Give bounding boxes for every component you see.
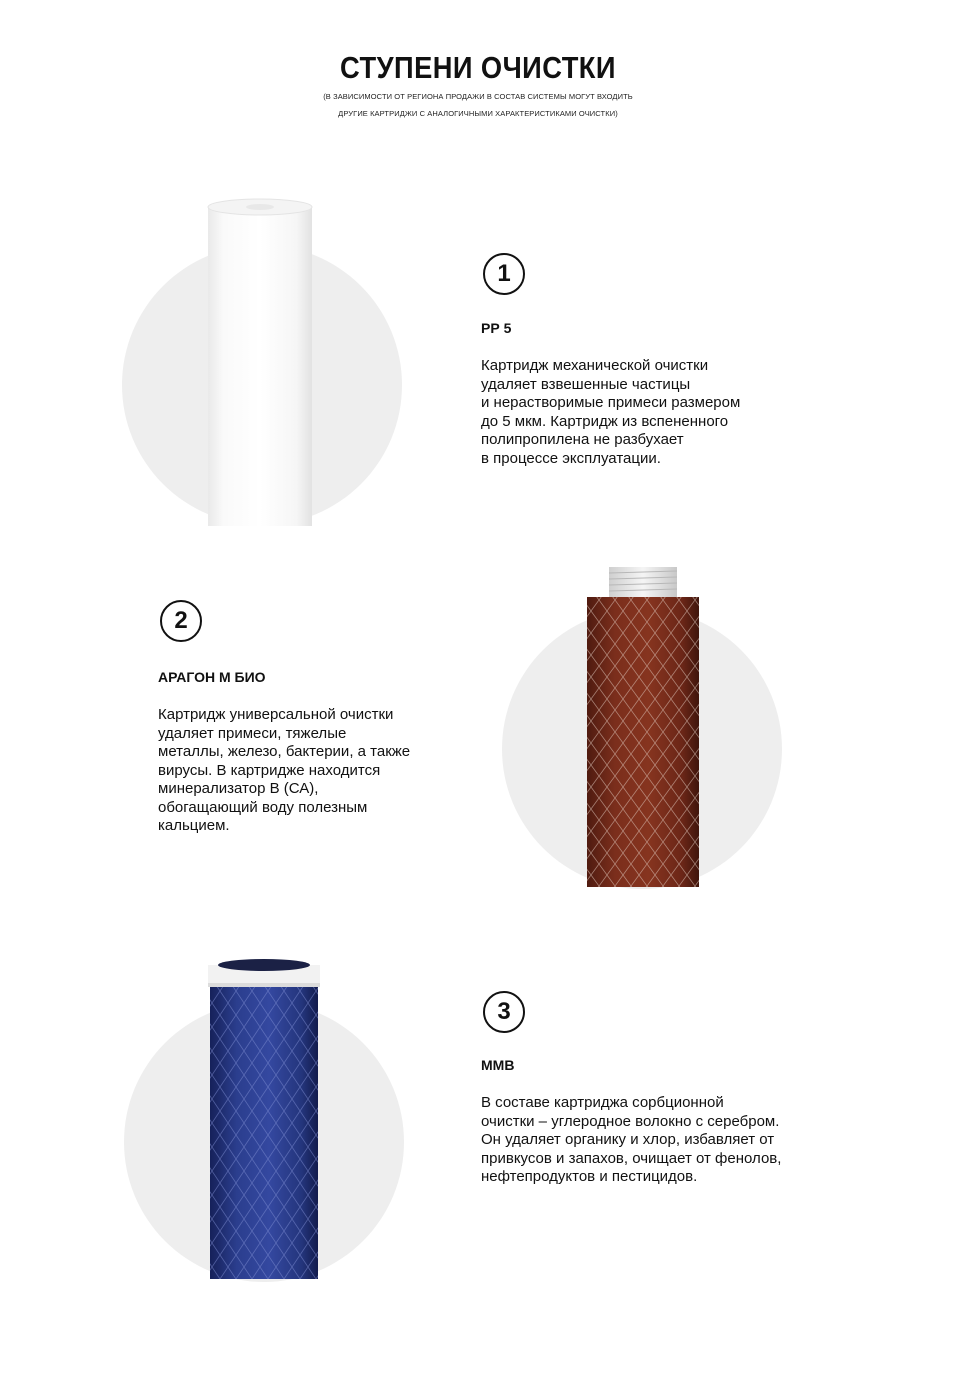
stage-1-description: Картридж механической очистки удаляет взвешенные частицы и нерастворимые примеси размером до 5 мкм. Картридж из вспененного полипропилена не разбухает в процессе эксплуатации. — [481, 357, 741, 467]
stage-1-cartridge-image — [204, 196, 316, 526]
stage-3-number-badge: 3 — [483, 991, 525, 1033]
subtitle-line-1: (В ЗАВИСИМОСТИ ОТ РЕГИОНА ПРОДАЖИ В СОСТАВ СИСТЕМЫ МОГУТ ВХОДИТЬ — [323, 92, 633, 101]
stage-3-description: В составе картриджа сорбционной очистки – углеродное волокно с серебром. Он удаляет органику и хлор, избавляет от привкусов и запахов, очищает от фенолов, нефтепродуктов и пестицидов. — [481, 1094, 782, 1185]
stage-2-number-badge: 2 — [160, 600, 202, 642]
stage-1-name: РР 5 — [481, 320, 512, 336]
page-title: СТУПЕНИ ОЧИСТКИ — [340, 50, 616, 85]
stage-2-name: АРАГОН М БИО — [158, 669, 266, 685]
stage-3-name: ММВ — [481, 1057, 515, 1073]
stage-1-number-badge: 1 — [483, 253, 525, 295]
stage-3-cartridge-image — [204, 955, 324, 1285]
subtitle-line-2: ДРУГИЕ КАРТРИДЖИ С АНАЛОГИЧНЫМИ ХАРАКТЕРИСТИКАМИ ОЧИСТКИ) — [338, 109, 618, 118]
stage-2-cartridge-image — [583, 567, 703, 887]
header — [0, 48, 956, 122]
stage-2-description: Картридж универсальной очистки удаляет примеси, тяжелые металлы, железо, бактерии, а также вирусы. В картридже находится минерализатор В (СА), обогащающий воду полезным кальцием. — [158, 706, 411, 834]
